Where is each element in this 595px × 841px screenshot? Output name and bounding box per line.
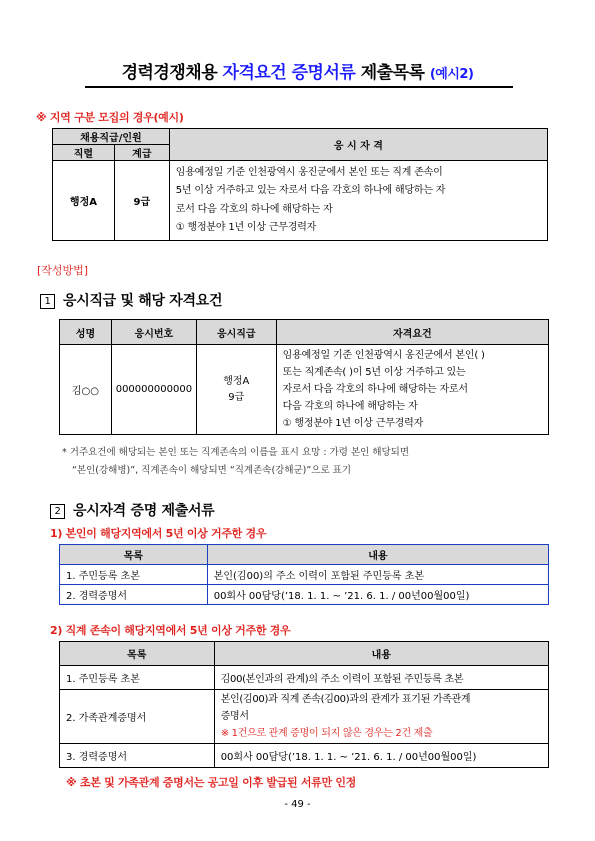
part2-number-box: 2 (50, 504, 65, 519)
page-number: - 49 - (284, 799, 311, 810)
cell-qualification-text: 임용예정일 기준 인천광역시 옹진군에서 본인 또는 직계 존속이 5년 이상 거주하고 있는 자로서 다음 각호의 하나에 해당하는 자 로서 다음 각호의 하나에 해당하는 자 ① 행정분야 1년 이상 근무경력자 (169, 161, 547, 241)
header-content: 내용 (214, 642, 548, 666)
sub2-heading: 2) 직계 존속이 해당지역에서 5년 이상 거주한 경우 (50, 624, 291, 637)
cell-applied-grade: 행정A 9급 (196, 345, 276, 435)
part1-heading: 1 응시직급 및 해당 자격요건 (40, 290, 222, 310)
note-line-1: * 거주요건에 해당되는 본인 또는 직계존속의 이름을 표시 요망 : 가령 본인 해당되면 (62, 447, 410, 458)
cell-content: 00회사 00담당(’18. 1. 1. ~ ’21. 6. 1. / 00년00월00일) (207, 585, 548, 605)
header-applied-grade: 응시직급 (196, 320, 276, 345)
cell-item: 2. 경력증명서 (60, 585, 208, 605)
cell-number: 000000000000 (111, 345, 196, 435)
footnote: ※ 초본 및 가족관계 증명서는 공고일 이후 발급된 서류만 인정 (66, 776, 356, 789)
header-position: 채용직급/인원 (53, 129, 170, 145)
cell-item: 3. 경력증명서 (60, 744, 215, 768)
applicant-table (59, 319, 549, 435)
sub1-heading: 1) 본인이 해당지역에서 5년 이상 거주한 경우 (50, 527, 267, 540)
cell-content: 김00(본인과의 관계)의 주소 이력이 포함된 주민등록 초본 (214, 666, 548, 690)
family-cert-note: ※ 1건으로 관계 증명이 되지 않은 경우는 2건 제출 (220, 728, 433, 739)
header-name: 성명 (60, 320, 112, 345)
write-method-label: [작성방법] (37, 264, 89, 277)
header-requirements: 자격요건 (276, 320, 548, 345)
cell-item: 1. 주민등록 초본 (60, 666, 215, 690)
cell-series: 행정A (53, 161, 115, 241)
cell-requirements: 임용예정일 기준 인천광역시 옹진군에서 본인( ) 또는 직계존속( )이 5년 이상 거주하고 있는 자로서 다음 각호의 하나에 해당하는 자로서 다음 각호의 하나에 해당하는 자 ① 행정분야 1년 이상 근무경력자 (276, 345, 548, 435)
cell-content: 본인(김00)의 주소 이력이 포함된 주민등록 초본 (207, 565, 548, 585)
header-grade: 계급 (114, 145, 169, 161)
header-list: 목록 (60, 545, 208, 565)
page-title: 경력경쟁채용 자격요건 증명서류 제출목록 (예시2) (121, 63, 474, 83)
cell-item: 2. 가족관계증명서 (60, 690, 215, 744)
example-qualification-table (52, 128, 548, 241)
header-content: 내용 (207, 545, 548, 565)
part2-heading: 2 응시자격 증명 제출서류 (50, 500, 214, 520)
title-underline (85, 86, 513, 88)
cell-grade: 9급 (114, 161, 169, 241)
cell-content: 00회사 00담당(’18. 1. 1. ~ ’21. 6. 1. / 00년00월00일) (214, 744, 548, 768)
cell-content: 본인(김00)과 직계 존속(김00)과의 관계가 표기된 가족관계 증명서 ※ 1건으로 관계 증명이 되지 않은 경우는 2건 제출 (214, 690, 548, 744)
cell-name: 김○○ (60, 345, 112, 435)
part1-number-box: 1 (40, 294, 55, 309)
header-list: 목록 (60, 642, 215, 666)
note-line-2: “본인(강해병)”, 직계존속이 해당되면 “직계존속(강해군)”으로 표기 (72, 465, 352, 476)
ancestor-residence-table (59, 641, 549, 768)
cell-item: 1. 주민등록 초본 (60, 565, 208, 585)
section-example-heading: ※ 지역 구분 모집의 경우(예시) (36, 111, 184, 124)
header-series: 직렬 (53, 145, 115, 161)
self-residence-table (59, 544, 549, 605)
header-number: 응시번호 (111, 320, 196, 345)
header-qualification: 응 시 자 격 (169, 129, 547, 161)
